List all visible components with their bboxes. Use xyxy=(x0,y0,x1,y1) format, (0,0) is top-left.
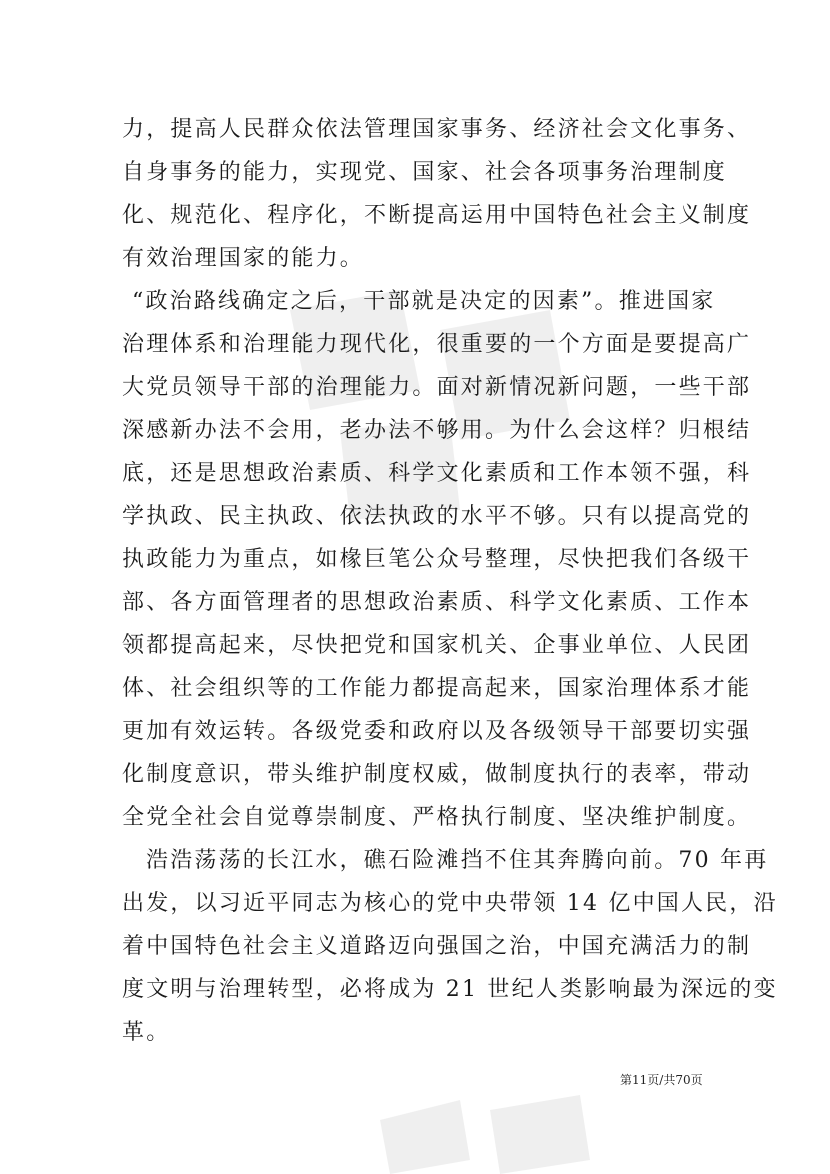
text-line: “政治路线确定之后，干部就是决定的因素”。推进国家 xyxy=(132,289,716,314)
page-indicator: 第11页/共70页 xyxy=(620,1073,703,1087)
text-line: 学执政、民主执政、依法执政的水平不够。只有以提高党的 xyxy=(122,504,752,529)
text-line: 底，还是思想政治素质、科学文化素质和工作本领不强，科 xyxy=(122,461,752,486)
text-line: 革。 xyxy=(122,1020,171,1045)
text-line: 体、社会组织等的工作能力都提高起来，国家治理体系才能 xyxy=(122,676,752,701)
text-line: 治理体系和治理能力现代化，很重要的一个方面是要提高广 xyxy=(122,332,752,357)
text-line: 浩浩荡荡的长江水，礁石险滩挡不住其奔腾向前。70 年再 xyxy=(146,848,769,873)
text-line: 更加有效运转。各级党委和政府以及各级领导干部要切实强 xyxy=(122,719,752,744)
text-line: 化、规范化、程序化，不断提高运用中国特色社会主义制度 xyxy=(122,203,752,228)
text-line: 部、各方面管理者的思想政治素质、科学文化素质、工作本 xyxy=(122,590,752,615)
text-line: 执政能力为重点，如椽巨笔公众号整理，尽快把我们各级干 xyxy=(122,547,752,572)
document-body xyxy=(122,108,778,1054)
text-line: 领都提高起来，尽快把党和国家机关、企事业单位、人民团 xyxy=(122,633,752,658)
text-line: 度文明与治理转型，必将成为 21 世纪人类影响最为深远的变 xyxy=(122,977,778,1002)
watermark-logo-bottom xyxy=(360,1090,600,1174)
text-line: 大党员领导干部的治理能力。面对新情况新问题，一些干部 xyxy=(122,375,752,400)
text-line: 着中国特色社会主义道路迈向强国之治，中国充满活力的制 xyxy=(122,934,752,959)
text-line: 全党全社会自觉尊崇制度、严格执行制度、坚决维护制度。 xyxy=(122,805,752,830)
text-line: 力，提高人民群众依法管理国家事务、经济社会文化事务、 xyxy=(122,117,752,142)
text-line: 出发，以习近平同志为核心的党中央带领 14 亿中国人民，沿 xyxy=(122,891,778,916)
text-line: 深感新办法不会用，老办法不够用。为什么会这样？归根结 xyxy=(122,418,752,443)
text-line: 化制度意识，带头维护制度权威，做制度执行的表率，带动 xyxy=(122,762,752,787)
text-line: 有效治理国家的能力。 xyxy=(122,246,365,271)
text-line: 自身事务的能力，实现党、国家、社会各项事务治理制度 xyxy=(122,160,728,185)
